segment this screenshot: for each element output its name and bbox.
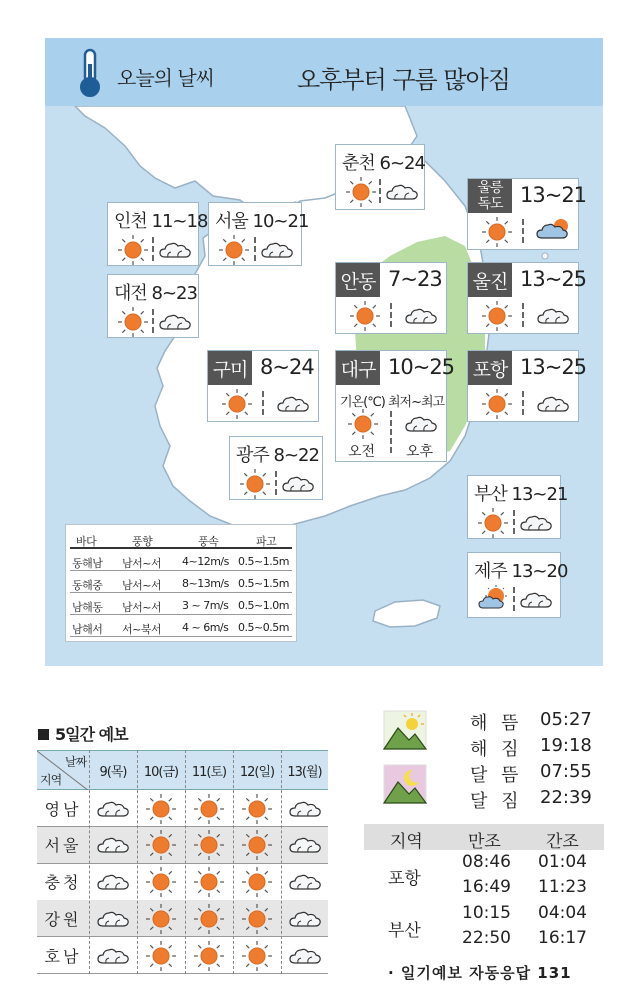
city-temp: 8~24 xyxy=(260,355,314,379)
sea-cell: 4~12m/s xyxy=(182,555,229,568)
cloud-icon xyxy=(96,834,130,860)
city-name: 포항 xyxy=(472,358,508,381)
city-label xyxy=(342,149,425,175)
sea-header-area: 바다 xyxy=(76,535,97,548)
forecast-day: 10(금) xyxy=(143,764,179,780)
tide-header-high: 만조 xyxy=(468,832,501,852)
city-name-box xyxy=(336,263,380,297)
city-name: 부산 xyxy=(474,484,507,505)
cloud-icon xyxy=(281,473,315,499)
sun-icon xyxy=(194,904,224,938)
sea-cell: 0.5~0.5m xyxy=(238,621,289,634)
forecast-title-text: 5일간 예보 xyxy=(55,725,128,744)
city-name: 대구 xyxy=(340,358,376,381)
city-name: 춘천 xyxy=(342,153,375,174)
forecast-day: 13(월) xyxy=(287,764,322,780)
city-label xyxy=(114,207,207,233)
sea-cell: 동해남 xyxy=(72,557,103,570)
cloud-icon xyxy=(404,305,438,331)
city-card xyxy=(335,262,447,334)
am-pm-divider xyxy=(262,391,264,415)
column-divider xyxy=(233,750,234,974)
forecast-region: 영남 xyxy=(44,799,82,819)
sun-icon xyxy=(118,235,148,269)
city-label xyxy=(474,557,567,583)
cloud-icon xyxy=(158,311,192,337)
cloud-icon xyxy=(288,834,322,860)
sun-icon xyxy=(146,904,176,938)
moonset-label: 달 짐 xyxy=(470,791,523,812)
tide-low-time: 01:04 xyxy=(538,852,587,872)
city-label xyxy=(114,279,197,305)
forecast-header-row xyxy=(37,750,328,790)
city-name: 대전 xyxy=(114,283,147,304)
city-label xyxy=(236,441,319,467)
city-temp: 10~25 xyxy=(388,355,455,379)
sun-icon xyxy=(194,830,224,864)
sun-icon xyxy=(219,235,249,269)
forecast-region-row xyxy=(37,827,328,864)
cloud-icon xyxy=(288,871,322,897)
am-pm-divider xyxy=(522,303,524,327)
city-card xyxy=(229,436,323,500)
sea-cell: 남서~서 xyxy=(122,579,162,592)
tide-region: 포항 xyxy=(388,869,421,889)
column-divider xyxy=(281,750,282,974)
jeju-land xyxy=(373,600,440,627)
forecast-day: 12(일) xyxy=(239,764,275,780)
city-card xyxy=(207,350,319,422)
forecast-region-row xyxy=(37,864,328,901)
forecast-day: 11(토) xyxy=(191,764,227,780)
tide-low-time: 16:17 xyxy=(538,928,587,948)
sea-cell: 남해서 xyxy=(72,623,103,636)
sea-row xyxy=(70,573,292,593)
sea-cell: 남해동 xyxy=(72,601,103,614)
cloud-icon xyxy=(96,945,130,971)
column-divider xyxy=(137,750,138,974)
am-pm-divider xyxy=(275,471,277,495)
header-bar xyxy=(45,38,603,106)
column-divider xyxy=(89,750,90,974)
sun-icon xyxy=(146,941,176,975)
sunrise-time: 05:27 xyxy=(540,709,592,730)
tide-high-time: 08:46 xyxy=(462,852,511,872)
sun-icon xyxy=(482,389,512,423)
forecast-region: 서울 xyxy=(44,836,82,856)
tide-high-time: 16:49 xyxy=(462,877,511,897)
city-card xyxy=(467,350,587,422)
sun-icon xyxy=(346,177,376,211)
city-name: 제주 xyxy=(474,561,507,582)
tide-region: 부산 xyxy=(388,921,421,941)
city-temp: 13~21 xyxy=(511,484,568,505)
sunrise-mountain-icon xyxy=(383,710,427,750)
am-pm-divider xyxy=(379,179,381,203)
cloud-icon xyxy=(158,239,192,265)
sun-icon xyxy=(222,389,252,423)
am-pm-divider xyxy=(522,219,524,243)
sea-header-wind-speed: 풍속 xyxy=(198,535,219,548)
sun-cloud-icon xyxy=(478,585,514,615)
am-pm-divider xyxy=(513,510,515,534)
cloud-icon xyxy=(260,239,294,265)
sun-icon xyxy=(348,409,378,443)
city-card xyxy=(467,178,587,250)
ars-info: · 일기예보 자동응답 131 xyxy=(388,964,572,982)
city-card xyxy=(107,274,199,338)
city-temp: 7~23 xyxy=(388,267,442,291)
city-name: 구미 xyxy=(212,358,248,381)
header-summary: 오후부터 구름 많아짐 xyxy=(297,66,510,94)
cloud-icon xyxy=(288,908,322,934)
sun-icon xyxy=(146,867,176,901)
city-name-box xyxy=(208,351,252,385)
city-card xyxy=(467,262,587,334)
city-label xyxy=(474,480,567,506)
sunrise-label: 해 뜸 xyxy=(470,713,523,734)
forecast-title xyxy=(38,722,128,745)
sun-icon xyxy=(194,794,224,828)
sea-cell: 4 ~ 6m/s xyxy=(182,621,229,634)
city-label xyxy=(215,207,308,233)
city-temp: 13~25 xyxy=(520,355,587,379)
sea-row xyxy=(70,595,292,615)
city-name: 인천 xyxy=(114,211,147,232)
am-pm-divider xyxy=(522,391,524,415)
forecast-day: 9(목) xyxy=(99,764,127,780)
sea-cell: 남서~서 xyxy=(122,557,162,570)
legend-text: 기온(℃) 최저~최고 xyxy=(340,395,445,410)
am-pm-divider xyxy=(254,237,256,261)
tide-header xyxy=(364,824,604,850)
cloud-icon xyxy=(519,589,553,615)
legend-pm: 오후 xyxy=(406,444,434,460)
city-card xyxy=(208,202,309,266)
sea-cell: 남서~서 xyxy=(122,601,162,614)
cloud-icon xyxy=(536,393,570,419)
forecast-region-row xyxy=(37,900,328,937)
am-pm-divider xyxy=(152,309,154,333)
tide-low-time: 11:23 xyxy=(538,877,587,897)
city-card xyxy=(467,552,568,618)
moonset-time: 22:39 xyxy=(540,787,592,808)
forecast-table xyxy=(37,750,328,974)
sea-cell: 동해중 xyxy=(72,579,103,592)
sea-header-wave: 파고 xyxy=(256,535,277,548)
sun-icon xyxy=(350,301,380,335)
sun-icon xyxy=(146,830,176,864)
am-pm-divider xyxy=(390,303,392,327)
am-pm-divider xyxy=(390,411,392,453)
city-card xyxy=(335,350,455,462)
cloud-icon xyxy=(276,393,310,419)
sea-header-wind-dir: 풍향 xyxy=(132,535,153,548)
city-temp: 6~24 xyxy=(379,153,425,174)
sun-icon xyxy=(242,794,272,828)
corner-top-label: 날짜 xyxy=(65,755,87,769)
weather-map-panel xyxy=(45,38,603,666)
city-temp: 13~20 xyxy=(511,561,568,582)
city-temp: 13~21 xyxy=(520,183,587,207)
city-card xyxy=(335,144,425,210)
city-name-box xyxy=(336,351,380,385)
cloud-icon xyxy=(96,798,130,824)
city-name-box xyxy=(468,351,512,385)
city-name-line: 독도 xyxy=(477,196,503,212)
sun-icon xyxy=(240,469,270,503)
sea-cell: 8~13m/s xyxy=(182,577,229,590)
sun-icon xyxy=(194,867,224,901)
moonrise-label: 달 뜸 xyxy=(470,765,523,786)
ulleung-land xyxy=(542,253,548,259)
sun-icon xyxy=(482,301,512,335)
cloud-sun-icon xyxy=(536,217,572,245)
city-temp: 8~22 xyxy=(273,445,319,466)
sun-icon xyxy=(242,941,272,975)
square-bullet-icon xyxy=(38,729,49,740)
forecast-region: 강원 xyxy=(44,909,82,929)
forecast-region: 충청 xyxy=(44,873,82,893)
sun-icon xyxy=(482,217,512,251)
sea-forecast-table xyxy=(65,524,297,642)
cloud-icon xyxy=(536,305,570,331)
cloud-icon xyxy=(96,871,130,897)
city-card xyxy=(467,475,568,539)
city-temp: 8~23 xyxy=(151,283,197,304)
sun-icon xyxy=(478,508,508,542)
city-name-box xyxy=(468,263,512,297)
corner-bottom-label: 지역 xyxy=(40,773,62,787)
am-pm-divider xyxy=(152,237,154,261)
city-name: 서울 xyxy=(215,211,248,232)
tide-header-low: 간조 xyxy=(546,832,579,852)
tide-high-time: 10:15 xyxy=(462,903,511,923)
city-temp: 11~18 xyxy=(151,211,208,232)
moonrise-mountain-icon xyxy=(383,764,427,804)
city-temp: 13~25 xyxy=(520,267,587,291)
sun-icon xyxy=(194,941,224,975)
sea-cell: 0.5~1.5m xyxy=(238,555,289,568)
tide-high-time: 22:50 xyxy=(462,928,511,948)
forecast-region-row xyxy=(37,790,328,827)
sea-row xyxy=(70,551,292,571)
sea-header-row xyxy=(70,529,292,549)
cloud-icon xyxy=(288,945,322,971)
sea-cell: 3 ~ 7m/s xyxy=(182,599,229,612)
cloud-icon xyxy=(96,908,130,934)
sun-icon xyxy=(242,830,272,864)
city-card xyxy=(107,202,208,266)
legend-am: 오전 xyxy=(348,444,376,460)
sunset-time: 19:18 xyxy=(540,735,592,756)
sea-cell: 0.5~1.0m xyxy=(238,599,289,612)
sunset-label: 해 짐 xyxy=(470,739,523,760)
tide-low-time: 04:04 xyxy=(538,903,587,923)
sun-icon xyxy=(242,904,272,938)
cloud-icon xyxy=(519,512,553,538)
tide-header-region: 지역 xyxy=(390,832,423,852)
header-label: 오늘의 날씨 xyxy=(117,66,214,90)
cloud-icon xyxy=(288,798,322,824)
sea-row xyxy=(70,617,292,637)
cloud-icon xyxy=(385,181,419,207)
sea-cell: 서~북서 xyxy=(122,623,162,636)
column-divider xyxy=(185,750,186,974)
sun-icon xyxy=(146,794,176,828)
sun-icon xyxy=(118,307,148,341)
forecast-region: 호남 xyxy=(44,946,82,966)
city-name-line: 울릉 xyxy=(477,180,503,196)
sun-icon xyxy=(242,867,272,901)
city-name: 안동 xyxy=(340,270,376,293)
city-name-box xyxy=(468,179,512,213)
city-temp: 10~21 xyxy=(252,211,309,232)
sea-cell: 0.5~1.5m xyxy=(238,577,289,590)
forecast-region-row xyxy=(37,937,328,974)
city-name: 광주 xyxy=(236,445,269,466)
city-name: 울진 xyxy=(472,270,508,293)
cloud-icon xyxy=(404,413,438,439)
moonrise-time: 07:55 xyxy=(540,761,592,782)
thermometer-icon xyxy=(77,48,103,98)
am-pm-divider xyxy=(513,587,515,611)
